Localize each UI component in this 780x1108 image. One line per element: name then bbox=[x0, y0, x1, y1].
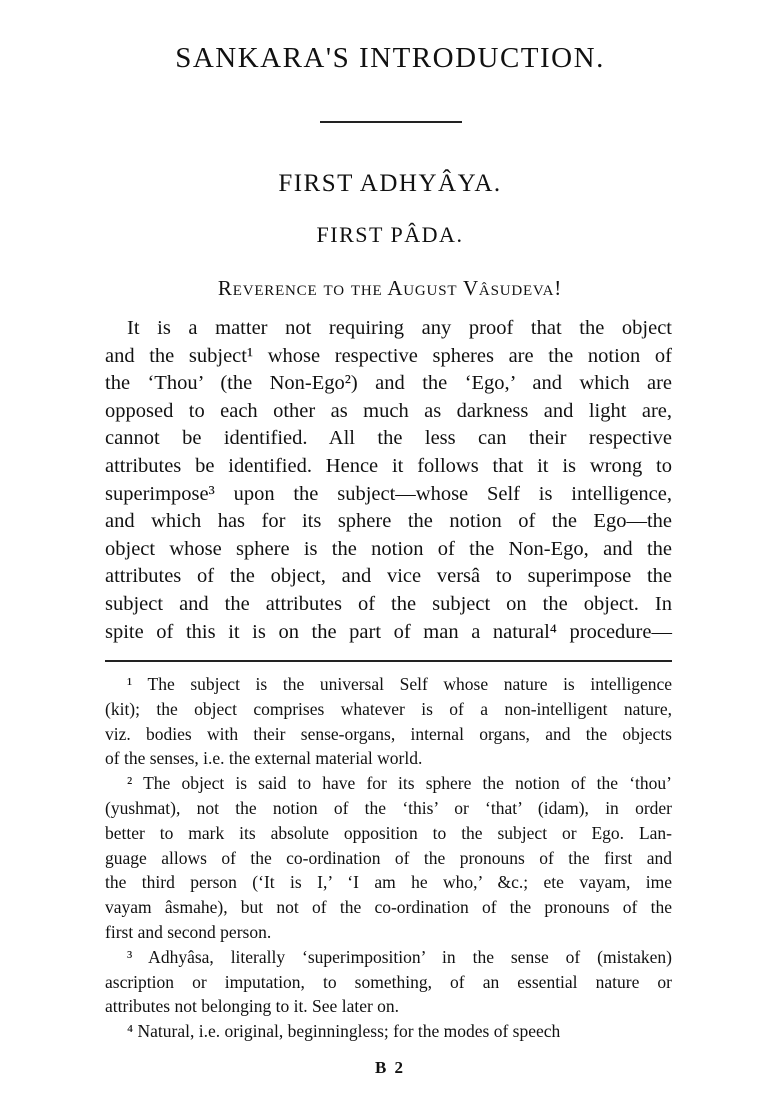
footnotes bbox=[105, 672, 672, 1044]
text-line: opposed to each other as much as darkness and light are, bbox=[105, 399, 672, 422]
text-line: ascription or imputation, to something, of an essential nature or bbox=[105, 971, 672, 992]
footnote bbox=[105, 771, 672, 945]
text-line: ³ Adhyâsa, literally ‘superimposition’ in the sense of (mistaken) bbox=[127, 946, 672, 967]
page-folio: B 2 bbox=[374, 1058, 406, 1077]
footnote bbox=[105, 672, 672, 771]
text-line: (yushmat), not the notion of the ‘this’ or ‘that’ (idam), in order bbox=[105, 797, 672, 818]
text-line: attributes of the object, and vice versâ to superimpose the bbox=[105, 565, 672, 588]
pada-heading: FIRST PÂDA. bbox=[316, 222, 464, 247]
reverence-text: Reverence to the August Vâsudeva! bbox=[217, 276, 563, 300]
text-line: superimpose³ upon the subject—whose Self is intelligence, bbox=[105, 482, 672, 505]
text-line: (kit); the object comprises whatever is of a non-intelligent nature, bbox=[105, 698, 672, 719]
text-line: first and second person. bbox=[105, 921, 272, 942]
body-text bbox=[105, 315, 672, 646]
adhyaya-heading: FIRST ADHYÂYA. bbox=[278, 170, 502, 197]
text-line: ⁴ Natural, i.e. original, beginningless; for the modes of speech bbox=[127, 1021, 561, 1042]
text-line: spite of this it is on the part of man a natural⁴ procedure— bbox=[105, 620, 672, 643]
reverence-heading bbox=[0, 276, 780, 301]
text-line: better to mark its absolute opposition to the subject or Ego. Lan- bbox=[105, 822, 672, 843]
footnote bbox=[105, 945, 672, 1019]
text-line: It is a matter not requiring any proof that the object bbox=[127, 317, 672, 339]
text-line: object whose sphere is the notion of the Non-Ego, and the bbox=[105, 537, 672, 560]
text-line: vayam âsmahe), but not of the co-ordination of the pronouns of the bbox=[105, 897, 672, 918]
text-line: of the senses, i.e. the external material world. bbox=[105, 748, 423, 769]
text-line: cannot be identified. All the less can their respective bbox=[105, 427, 672, 450]
text-line: viz. bodies with their sense-organs, internal organs, and the objects bbox=[105, 723, 672, 744]
text-line: ² The object is said to have for its sphere the notion of the ‘thou’ bbox=[127, 773, 672, 794]
footnote bbox=[105, 1019, 672, 1044]
footnote-divider bbox=[105, 660, 672, 662]
text-line: attributes be identified. Hence it follows that it is wrong to bbox=[105, 454, 672, 477]
text-line: the third person (‘It is I,’ ‘I am he who,’ &c.; ete vayam, ime bbox=[105, 872, 672, 893]
running-title: SANKARA'S INTRODUCTION. bbox=[175, 42, 605, 74]
title-divider bbox=[320, 121, 462, 123]
text-line: the ‘Thou’ (the Non-Ego²) and the ‘Ego,’ and which are bbox=[105, 372, 672, 395]
text-line: subject and the attributes of the subject on the object. In bbox=[105, 592, 672, 615]
text-line: ¹ The subject is the universal Self whose nature is intelligence bbox=[127, 674, 672, 694]
text-line: and which has for its sphere the notion of the Ego—the bbox=[105, 510, 672, 533]
text-line: guage allows of the co-ordination of the pronouns of the first and bbox=[105, 847, 672, 868]
text-line: and the subject¹ whose respective spheres are the notion of bbox=[105, 344, 672, 367]
text-line: attributes not belonging to it. See later on. bbox=[105, 996, 400, 1017]
